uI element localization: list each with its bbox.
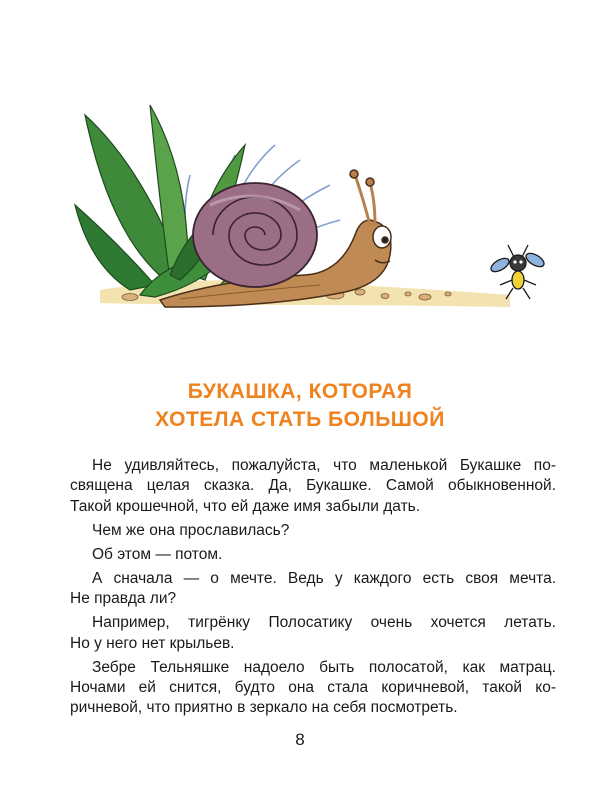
paragraph-line: Чем же она прославилась? [92,521,290,539]
snail-shell [193,183,317,287]
snail-illustration [70,85,560,325]
paragraph-line: Например, тигрёнку Полосатику очень хочется летать. [92,614,556,632]
paragraph-line: Зебре Тельняшке надоело быть полосатой, как матрац. [92,658,556,676]
paragraph-line: Об этом — потом. [92,545,223,563]
paragraph-line: Ночами ей снится, будто она стала коричневой, такой ко- [70,678,556,696]
paragraph-2 [70,521,556,541]
story-text [70,456,556,722]
story-title-line-1: БУКАШКА, КОТОРАЯ [187,380,413,403]
paragraph-line: Но у него нет крыльев. [70,634,235,652]
paragraph-line: Не правда ли? [70,590,177,608]
paragraph-3 [70,545,556,565]
story-title-line-2: ХОТЕЛА СТАТЬ БОЛЬШОЙ [155,408,445,431]
page-number: 8 [295,730,305,749]
paragraph-line: Такой крошечной, что ей даже имя забыли дать. [70,497,421,515]
paragraph-5 [70,613,556,654]
paragraph-line: А сначала — о мечте. Ведь у каждого есть своя мечта. [92,569,556,587]
paragraph-line: Не удивляйтесь, пожалуйста, что маленькой Букашке по- [92,457,556,474]
paragraph-1 [70,456,556,517]
bug-icon [489,245,546,299]
paragraph-line: священа целая сказка. Да, Букашке. Самой обыкновенной. [70,477,556,495]
paragraph-4 [70,569,556,610]
paragraph-line: ричневой, что приятно в зеркало на себя посмотреть. [70,699,458,717]
story-title [0,378,600,434]
paragraph-6 [70,658,556,719]
